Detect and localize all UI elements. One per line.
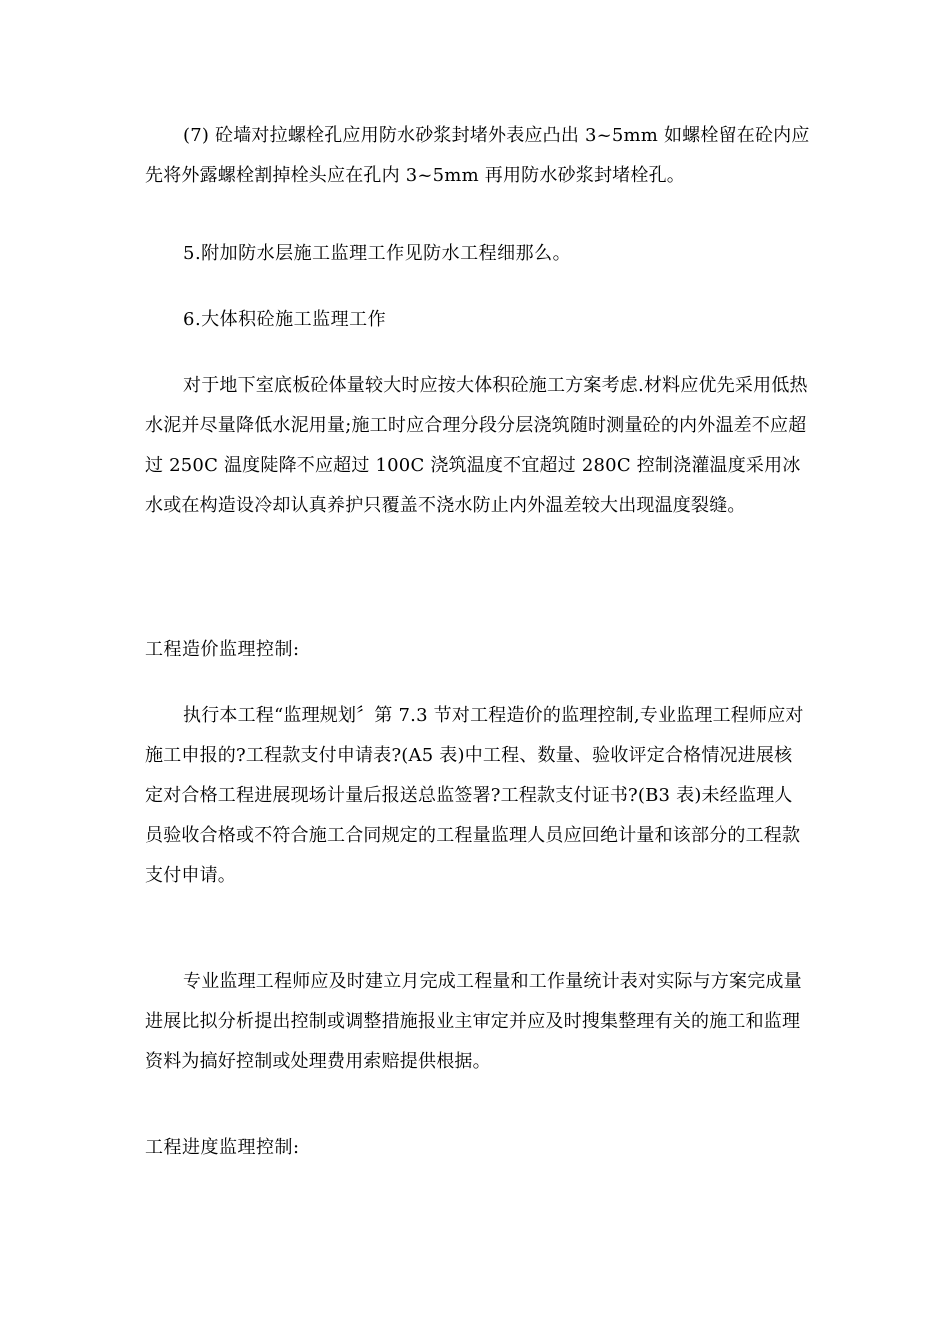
heading-mass-concrete: 6.大体积砼施工监理工作: [183, 309, 387, 330]
paragraph-mass-concrete: 对于地下室底板砼体量较大时应按大体积砼施工方案考虑.材料应优先采用低热水泥并尽量降低水泥用量;施工时应合理分段分层浇筑随时测量砼的内外温差不应超过 250C 温度陡降不应超过 100C 浇筑温度不宜超过 280C 控制浇灌温度采用冰水或在构造设冷却认真养护只覆盖不浇水防止内外温差较大出现温度裂缝。: [145, 375, 808, 516]
paragraph-cost-control: 执行本工程“监理规划〞第 7.3 节对工程造价的监理控制,专业监理工程师应对施工申报的?工程款支付申请表?(A5 表)中工程、数量、验收评定合格情况进展核定对合格工程进展现场计量后报送总监签署?工程款支付证书?(B3 表)未经监理人员验收合格或不符合施工合同规定的工程量监理人员应回绝计量和该部分的工程款支付申请。: [145, 705, 804, 886]
paragraph-waterproof-layer: 5.附加防水层施工监理工作见防水工程细那么。: [183, 243, 572, 264]
heading-schedule-control: 工程进度监理控制:: [145, 1137, 300, 1158]
heading-cost-control: 工程造价监理控制:: [145, 639, 300, 660]
paragraph-quantity-statistics: 专业监理工程师应及时建立月完成工程量和工作量统计表对实际与方案完成量进展比拟分析提出控制或调整措施报业主审定并应及时搜集整理有关的施工和监理资料为搞好控制或处理费用索赔提供根据。: [145, 971, 802, 1072]
paragraph-anchor-bolt-sealing: (7) 砼墙对拉螺栓孔应用防水砂浆封堵外表应凸出 3~5mm 如螺栓留在砼内应先将外露螺栓割掉栓头应在孔内 3~5mm 再用防水砂浆封堵栓孔。: [145, 125, 810, 186]
